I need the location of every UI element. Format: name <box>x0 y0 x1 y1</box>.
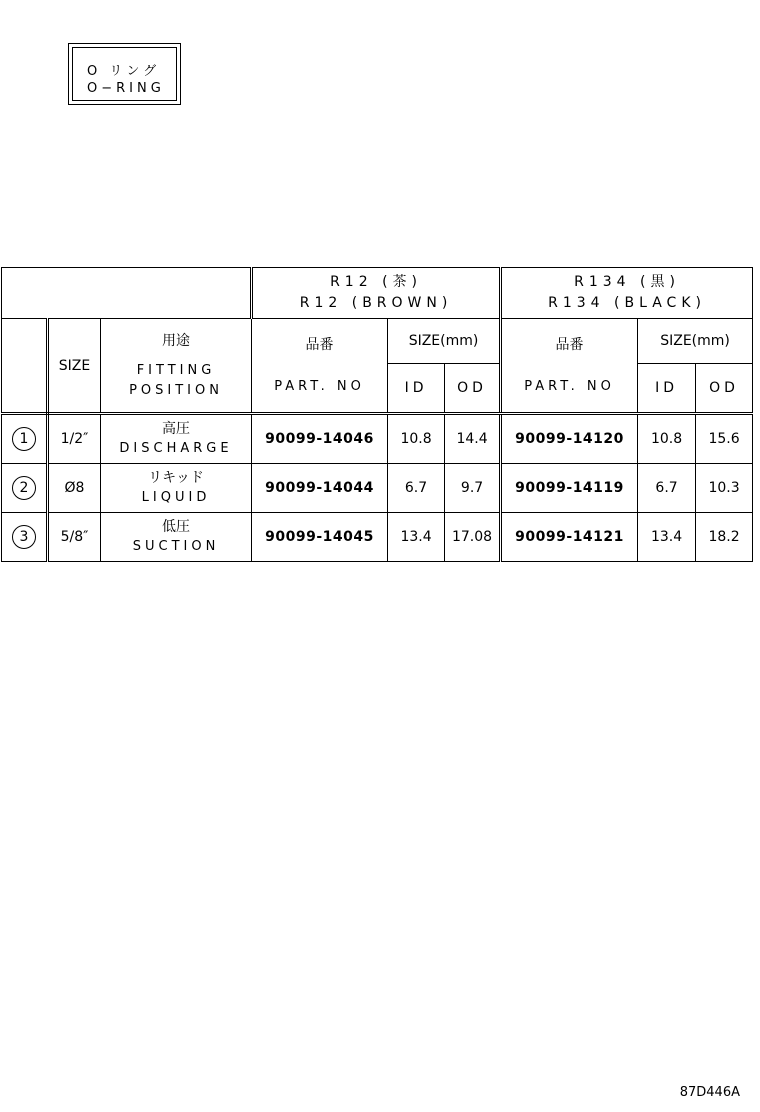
parts-table-wrapper <box>1 267 753 562</box>
row-r134-od: 10.3 <box>696 464 753 513</box>
o-ring-title-box <box>68 43 181 105</box>
row-size: Ø8 <box>48 464 101 513</box>
header-r134-od: OD <box>696 364 753 414</box>
header-r12-group <box>252 268 501 319</box>
row-r12-id: 6.7 <box>388 464 445 513</box>
header-r12-part <box>252 319 388 414</box>
row-r12-id: 13.4 <box>388 513 445 562</box>
row-r134-part-no: 90099-14119 <box>501 464 638 513</box>
title-box-inner-frame <box>72 47 177 101</box>
row-fitting <box>101 414 252 464</box>
header-fitting <box>101 319 252 414</box>
row-number-badge: 1 <box>12 427 36 451</box>
row-fitting-en: SUCTION <box>132 539 220 554</box>
row-r134-od: 18.2 <box>696 513 753 562</box>
row-r134-id: 10.8 <box>638 414 696 464</box>
row-fitting-jp: 低圧 <box>162 519 191 535</box>
row-fitting-jp: リキッド <box>148 470 204 486</box>
row-r134-od: 15.6 <box>696 414 753 464</box>
header-fitting-en2: POSITION <box>129 382 223 398</box>
header-r12-od: OD <box>445 364 501 414</box>
header-fitting-en1: FITTING <box>136 362 216 378</box>
row-fitting <box>101 513 252 562</box>
row-number-cell <box>2 414 48 464</box>
header-num-cell <box>2 319 48 414</box>
r12-group-jp: R12 (茶) <box>330 274 422 290</box>
table-row <box>2 414 753 464</box>
row-fitting <box>101 464 252 513</box>
row-size: 1/2″ <box>48 414 101 464</box>
table-row <box>2 513 753 562</box>
row-number-badge: 2 <box>12 476 36 500</box>
r134-group-jp: R134 (黒) <box>574 274 680 290</box>
header-r134-id: ID <box>638 364 696 414</box>
row-fitting-jp: 高圧 <box>162 421 191 437</box>
header-row-a <box>2 319 753 364</box>
header-blank-cell <box>2 268 252 319</box>
row-r12-od: 14.4 <box>445 414 501 464</box>
table-row <box>2 464 753 513</box>
row-number-cell <box>2 513 48 562</box>
header-r134-part-jp: 品番 <box>555 336 584 353</box>
header-fitting-jp: 用途 <box>162 332 191 349</box>
header-r134-part <box>501 319 638 414</box>
row-r12-id: 10.8 <box>388 414 445 464</box>
header-r134-group <box>501 268 753 319</box>
row-r134-part-no: 90099-14120 <box>501 414 638 464</box>
row-number-badge: 3 <box>12 525 36 549</box>
row-size: 5/8″ <box>48 513 101 562</box>
title-en: O−RING <box>87 81 165 96</box>
header-size: SIZE <box>48 319 101 414</box>
row-r12-part-no: 90099-14045 <box>252 513 388 562</box>
r134-group-en: R134 (BLACK) <box>548 295 706 311</box>
parts-table <box>1 267 753 562</box>
row-number-cell <box>2 464 48 513</box>
header-r12-size-mm: SIZE(mm) <box>388 319 501 364</box>
r12-group-en: R12 (BROWN) <box>299 295 453 311</box>
row-r12-od: 17.08 <box>445 513 501 562</box>
row-r12-part-no: 90099-14046 <box>252 414 388 464</box>
row-fitting-en: DISCHARGE <box>119 441 233 456</box>
row-r134-part-no: 90099-14121 <box>501 513 638 562</box>
title-jp: O リング <box>87 64 161 79</box>
row-r134-id: 6.7 <box>638 464 696 513</box>
header-r134-part-en: PART. NO <box>524 378 615 394</box>
row-fitting-en: LIQUID <box>141 490 211 505</box>
header-r12-part-en: PART. NO <box>274 378 365 394</box>
row-r134-id: 13.4 <box>638 513 696 562</box>
row-r12-part-no: 90099-14044 <box>252 464 388 513</box>
row-r12-od: 9.7 <box>445 464 501 513</box>
header-r12-part-jp: 品番 <box>305 336 334 353</box>
diagram-code: 87D446A <box>679 1085 740 1100</box>
header-r12-id: ID <box>388 364 445 414</box>
header-group-row <box>2 268 753 319</box>
header-r134-size-mm: SIZE(mm) <box>638 319 753 364</box>
